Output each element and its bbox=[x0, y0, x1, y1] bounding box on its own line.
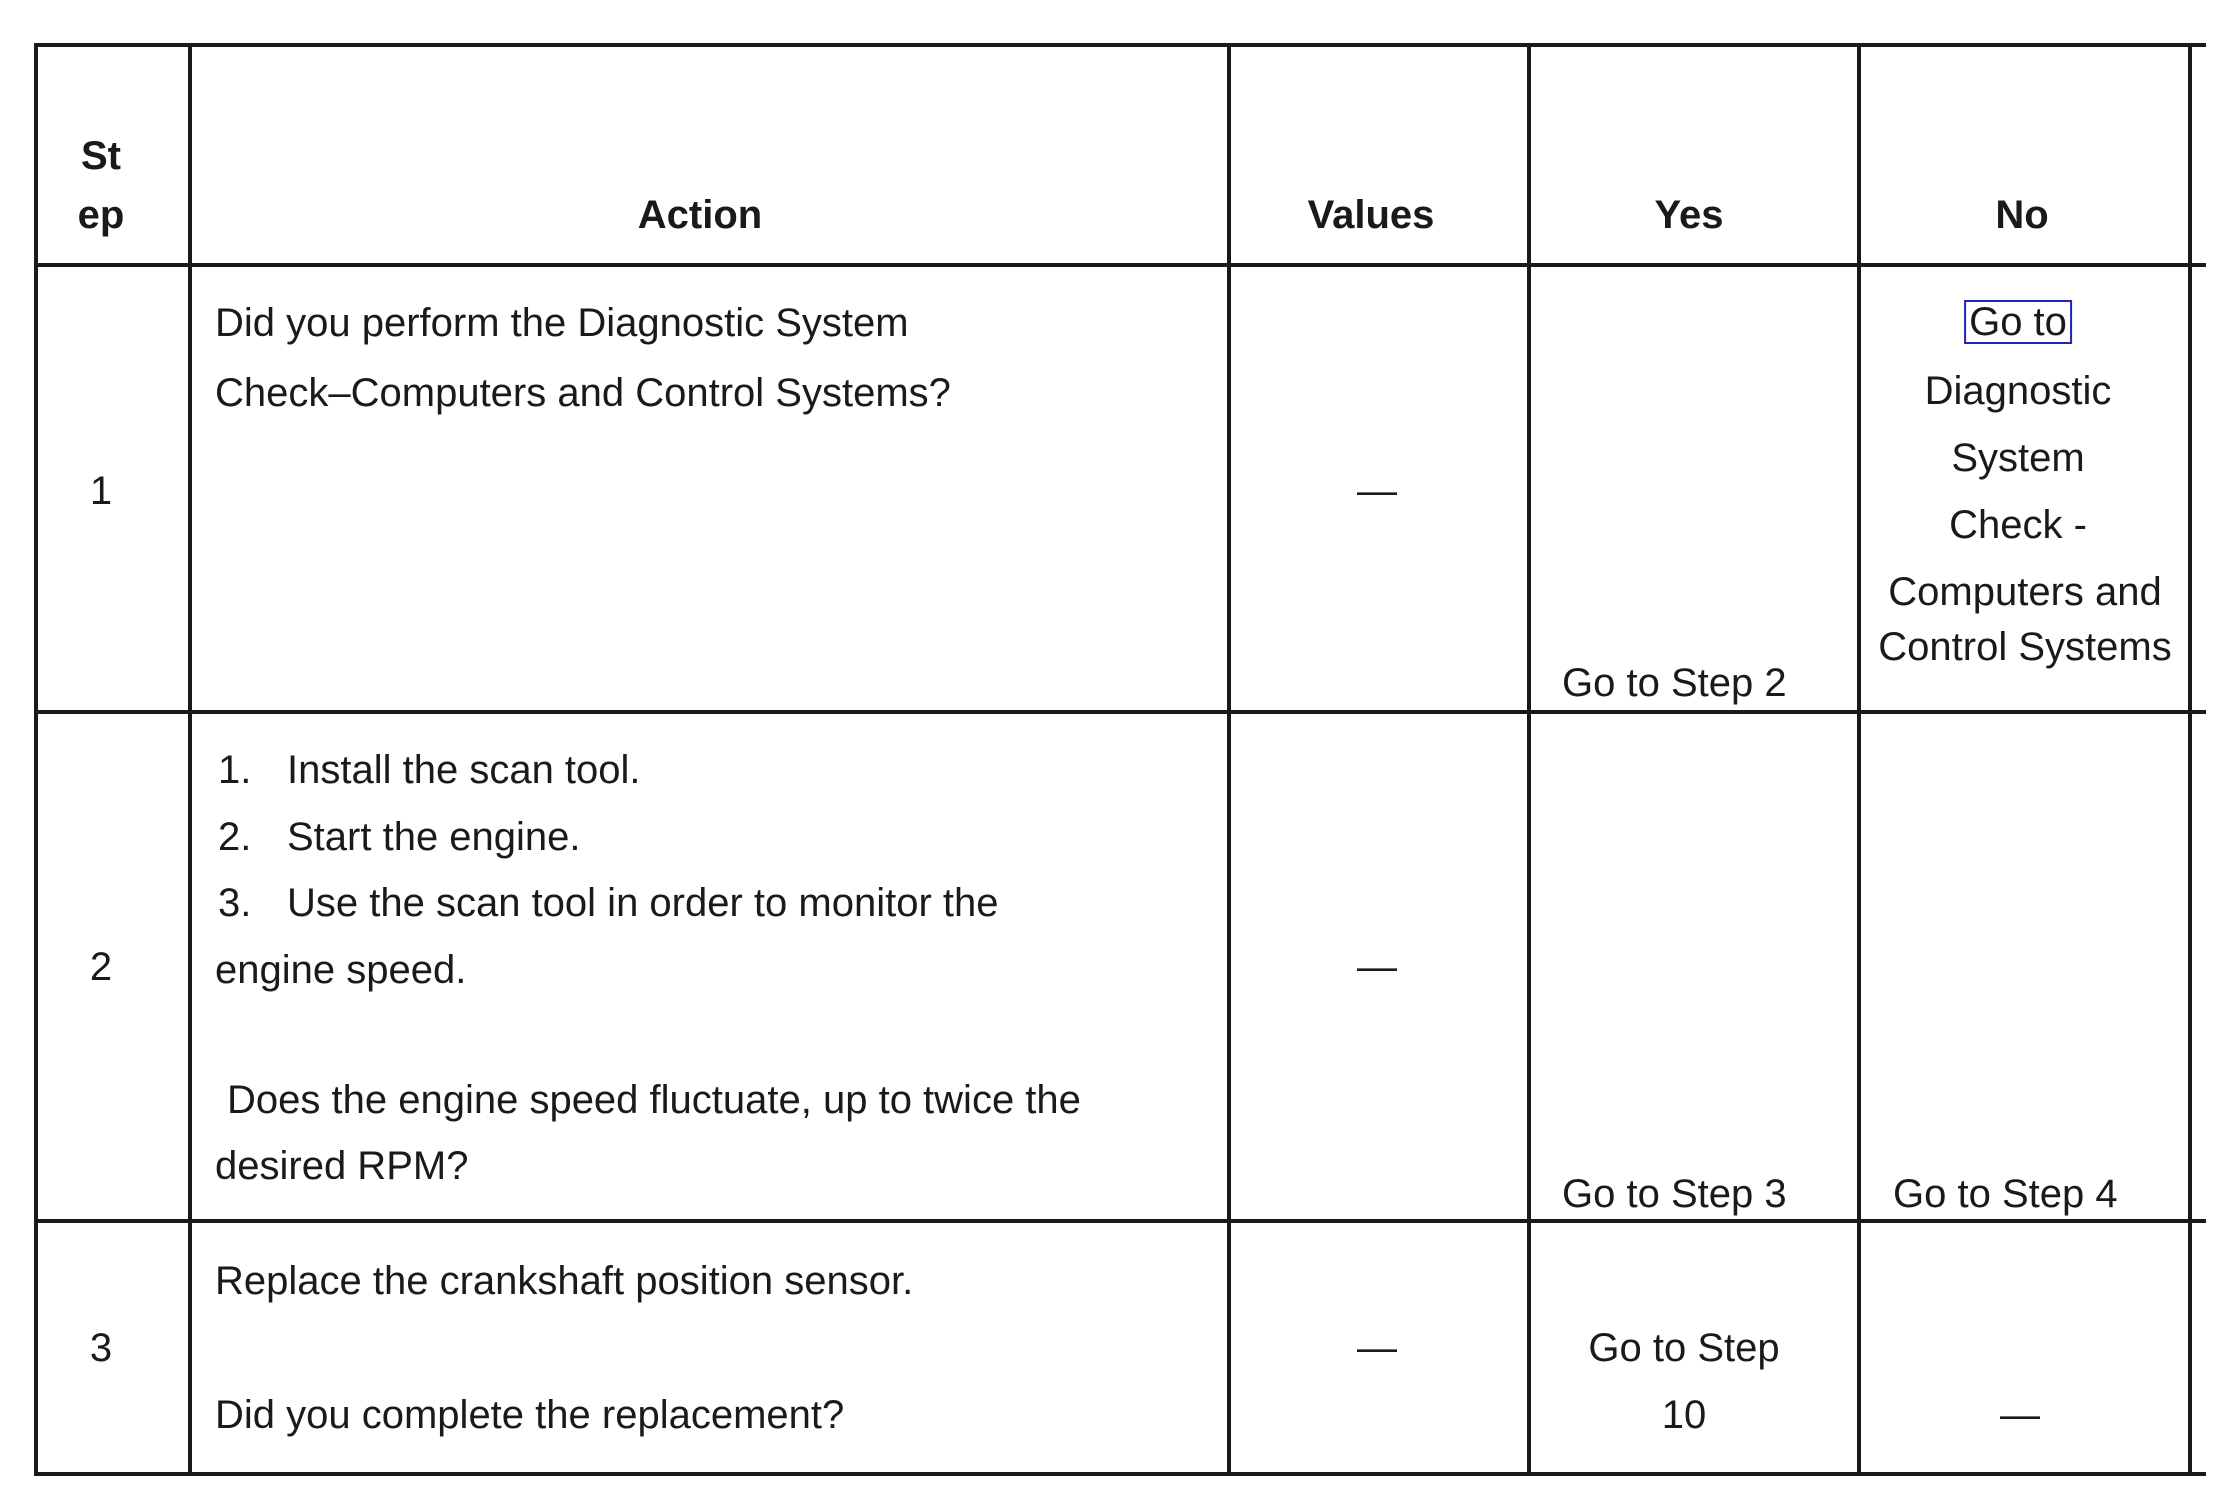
row3-action-line1: Replace the crankshaft position sensor. bbox=[215, 1259, 914, 1303]
col-divider-values bbox=[1527, 43, 1531, 1476]
col-divider-step bbox=[188, 43, 192, 1476]
row2-item3-wrap: engine speed. bbox=[215, 948, 467, 992]
row1-no-line5: Control Systems bbox=[1878, 625, 2172, 669]
row2-item2: Start the engine. bbox=[287, 815, 581, 859]
row1-value: — bbox=[1357, 469, 1397, 513]
row3-value: — bbox=[1357, 1326, 1397, 1370]
table-border-bottom bbox=[34, 1472, 2206, 1476]
col-divider-yes bbox=[1857, 43, 1861, 1476]
header-yes: Yes bbox=[1654, 193, 1724, 237]
row1-action-line1: Did you perform the Diagnostic System bbox=[215, 301, 909, 345]
row2-step: 2 bbox=[89, 945, 113, 989]
row1-action-line2: Check–Computers and Control Systems? bbox=[215, 371, 951, 415]
row1-no-line2: System bbox=[1951, 436, 2085, 480]
table-border-left bbox=[34, 43, 38, 1476]
row2-item1-number: 1. bbox=[218, 748, 252, 792]
table-border-right bbox=[2188, 43, 2192, 1476]
row1-yes: Go to Step 2 bbox=[1562, 661, 1787, 705]
row3-question: Did you complete the replacement? bbox=[215, 1393, 845, 1437]
row2-item3-number: 3. bbox=[218, 881, 252, 925]
header-step-line1: St bbox=[81, 134, 121, 178]
row1-no-line4: Computers and bbox=[1888, 570, 2162, 614]
row-divider-2 bbox=[34, 1219, 2206, 1223]
row2-question-line2: desired RPM? bbox=[215, 1144, 469, 1188]
row-divider-1 bbox=[34, 710, 2206, 714]
row2-no: Go to Step 4 bbox=[1893, 1172, 2118, 1216]
row2-item2-number: 2. bbox=[218, 815, 252, 859]
table-border-top bbox=[34, 43, 2206, 47]
row3-yes-line2: 10 bbox=[1661, 1393, 1707, 1437]
row2-yes: Go to Step 3 bbox=[1562, 1172, 1787, 1216]
row1-no-line3: Check - bbox=[1949, 503, 2087, 547]
header-step-line2: ep bbox=[77, 193, 125, 237]
row2-value: — bbox=[1357, 945, 1397, 989]
row2-item1: Install the scan tool. bbox=[287, 748, 641, 792]
row3-no: — bbox=[2000, 1393, 2040, 1437]
row3-step: 3 bbox=[89, 1326, 113, 1370]
row2-question-line1: Does the engine speed fluctuate, up to twice the bbox=[227, 1078, 1081, 1122]
row1-no-link[interactable]: Go to bbox=[1964, 300, 2072, 344]
row1-step: 1 bbox=[89, 469, 113, 513]
header-divider bbox=[34, 263, 2206, 267]
diagnostic-table bbox=[34, 43, 2206, 1476]
row3-yes-line1: Go to Step bbox=[1588, 1326, 1780, 1370]
header-no: No bbox=[1995, 193, 2049, 237]
col-divider-action bbox=[1227, 43, 1231, 1476]
header-action: Action bbox=[637, 193, 763, 237]
header-values: Values bbox=[1307, 193, 1435, 237]
row1-no-line1: Diagnostic bbox=[1924, 369, 2112, 413]
row2-item3: Use the scan tool in order to monitor the bbox=[287, 881, 999, 925]
